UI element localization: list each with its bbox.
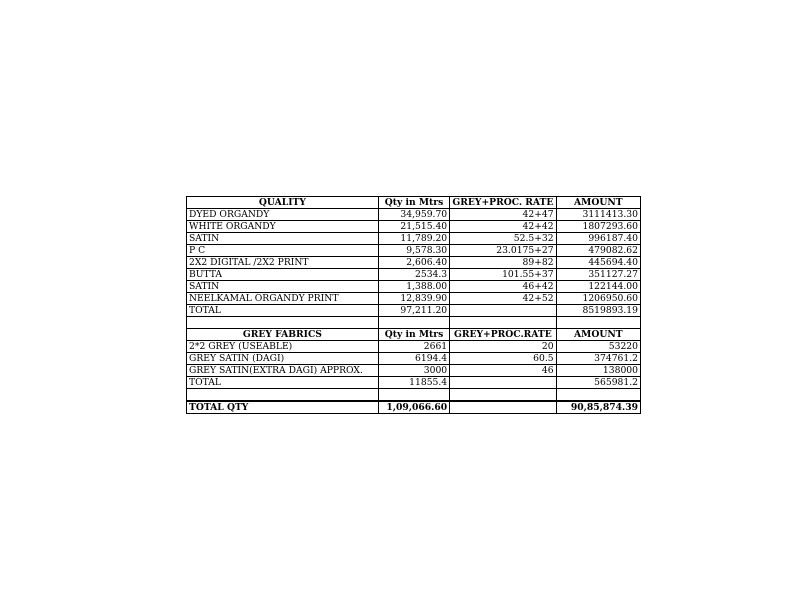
table-row — [187, 245, 641, 257]
rate-cell: 60.5 — [450, 353, 556, 365]
total-amount: 565981.2 — [556, 377, 640, 389]
amount-cell: 138000 — [556, 365, 640, 377]
spacer-row — [187, 389, 641, 402]
rate-cell: 89+82 — [450, 257, 556, 269]
total-amount: 8519893.19 — [556, 305, 640, 317]
total-label: TOTAL — [187, 377, 379, 389]
rate-cell: 46+42 — [450, 281, 556, 293]
amount-cell: 445694.40 — [556, 257, 640, 269]
quality-cell: 2*2 GREY (USEABLE) — [187, 341, 379, 353]
column-header-grey-fabrics: GREY FABRICS — [187, 329, 379, 341]
amount-cell: 53220 — [556, 341, 640, 353]
table-row — [187, 221, 641, 233]
empty-cell — [556, 317, 640, 329]
column-header-amount: AMOUNT — [556, 197, 640, 209]
total-qty: 11855.4 — [378, 377, 449, 389]
grand-total-qty: 1,09,066.60 — [378, 401, 449, 414]
fabric-summary-sheet — [186, 196, 641, 414]
qty-cell: 2661 — [378, 341, 449, 353]
table-row — [187, 257, 641, 269]
column-header-qty: Qty in Mtrs — [378, 329, 449, 341]
qty-cell: 34,959.70 — [378, 209, 449, 221]
column-header-quality: QUALITY — [187, 197, 379, 209]
qty-cell: 6194.4 — [378, 353, 449, 365]
grey-header-row — [187, 329, 641, 341]
quality-cell: SATIN — [187, 233, 379, 245]
rate-cell: 42+52 — [450, 293, 556, 305]
spacer-row — [187, 317, 641, 329]
qty-cell: 1,388.00 — [378, 281, 449, 293]
amount-cell: 1807293.60 — [556, 221, 640, 233]
empty-cell — [187, 317, 379, 329]
amount-cell: 351127.27 — [556, 269, 640, 281]
amount-cell: 996187.40 — [556, 233, 640, 245]
quality-cell: WHITE ORGANDY — [187, 221, 379, 233]
grey-total-row — [187, 377, 641, 389]
qty-cell: 21,515.40 — [378, 221, 449, 233]
table-row — [187, 365, 641, 377]
empty-cell — [556, 389, 640, 402]
table-row — [187, 293, 641, 305]
amount-cell: 1206950.60 — [556, 293, 640, 305]
quality-total-row — [187, 305, 641, 317]
quality-cell: GREY SATIN(EXTRA DAGI) APPROX. — [187, 365, 379, 377]
table-row — [187, 209, 641, 221]
rate-cell: 20 — [450, 341, 556, 353]
qty-cell: 3000 — [378, 365, 449, 377]
rate-cell: 42+42 — [450, 221, 556, 233]
empty-cell — [450, 389, 556, 402]
column-header-rate: GREY+PROC.RATE — [450, 329, 556, 341]
quality-cell: SATIN — [187, 281, 379, 293]
fabric-summary-body — [187, 197, 641, 414]
table-row — [187, 281, 641, 293]
amount-cell: 479082.62 — [556, 245, 640, 257]
empty-cell — [450, 317, 556, 329]
quality-cell: NEELKAMAL ORGANDY PRINT — [187, 293, 379, 305]
grand-total-row — [187, 401, 641, 414]
table-row — [187, 341, 641, 353]
quality-header-row — [187, 197, 641, 209]
grand-total-label: TOTAL QTY — [187, 401, 379, 414]
rate-cell: 52.5+32 — [450, 233, 556, 245]
empty-cell — [450, 401, 556, 414]
rate-cell: 42+47 — [450, 209, 556, 221]
qty-cell: 2,606.40 — [378, 257, 449, 269]
rate-cell: 101.55+37 — [450, 269, 556, 281]
qty-cell: 9,578.30 — [378, 245, 449, 257]
table-row — [187, 269, 641, 281]
qty-cell: 12,839.90 — [378, 293, 449, 305]
column-header-amount: AMOUNT — [556, 329, 640, 341]
total-label: TOTAL — [187, 305, 379, 317]
total-rate — [450, 377, 556, 389]
qty-cell: 11,789.20 — [378, 233, 449, 245]
quality-cell: DYED ORGANDY — [187, 209, 379, 221]
quality-cell: P C — [187, 245, 379, 257]
quality-cell: GREY SATIN (DAGI) — [187, 353, 379, 365]
amount-cell: 122144.00 — [556, 281, 640, 293]
table-row — [187, 353, 641, 365]
rate-cell: 46 — [450, 365, 556, 377]
empty-cell — [378, 317, 449, 329]
amount-cell: 3111413.30 — [556, 209, 640, 221]
column-header-rate: GREY+PROC. RATE — [450, 197, 556, 209]
qty-cell: 2534.3 — [378, 269, 449, 281]
total-rate — [450, 305, 556, 317]
table-row — [187, 233, 641, 245]
fabric-summary-table — [186, 196, 641, 414]
column-header-qty: Qty in Mtrs — [378, 197, 449, 209]
quality-cell: 2X2 DIGITAL /2X2 PRINT — [187, 257, 379, 269]
quality-cell: BUTTA — [187, 269, 379, 281]
total-qty: 97,211.20 — [378, 305, 449, 317]
empty-cell — [187, 389, 379, 402]
amount-cell: 374761.2 — [556, 353, 640, 365]
empty-cell — [378, 389, 449, 402]
grand-total-amount: 90,85,874.39 — [556, 401, 640, 414]
rate-cell: 23.0175+27 — [450, 245, 556, 257]
